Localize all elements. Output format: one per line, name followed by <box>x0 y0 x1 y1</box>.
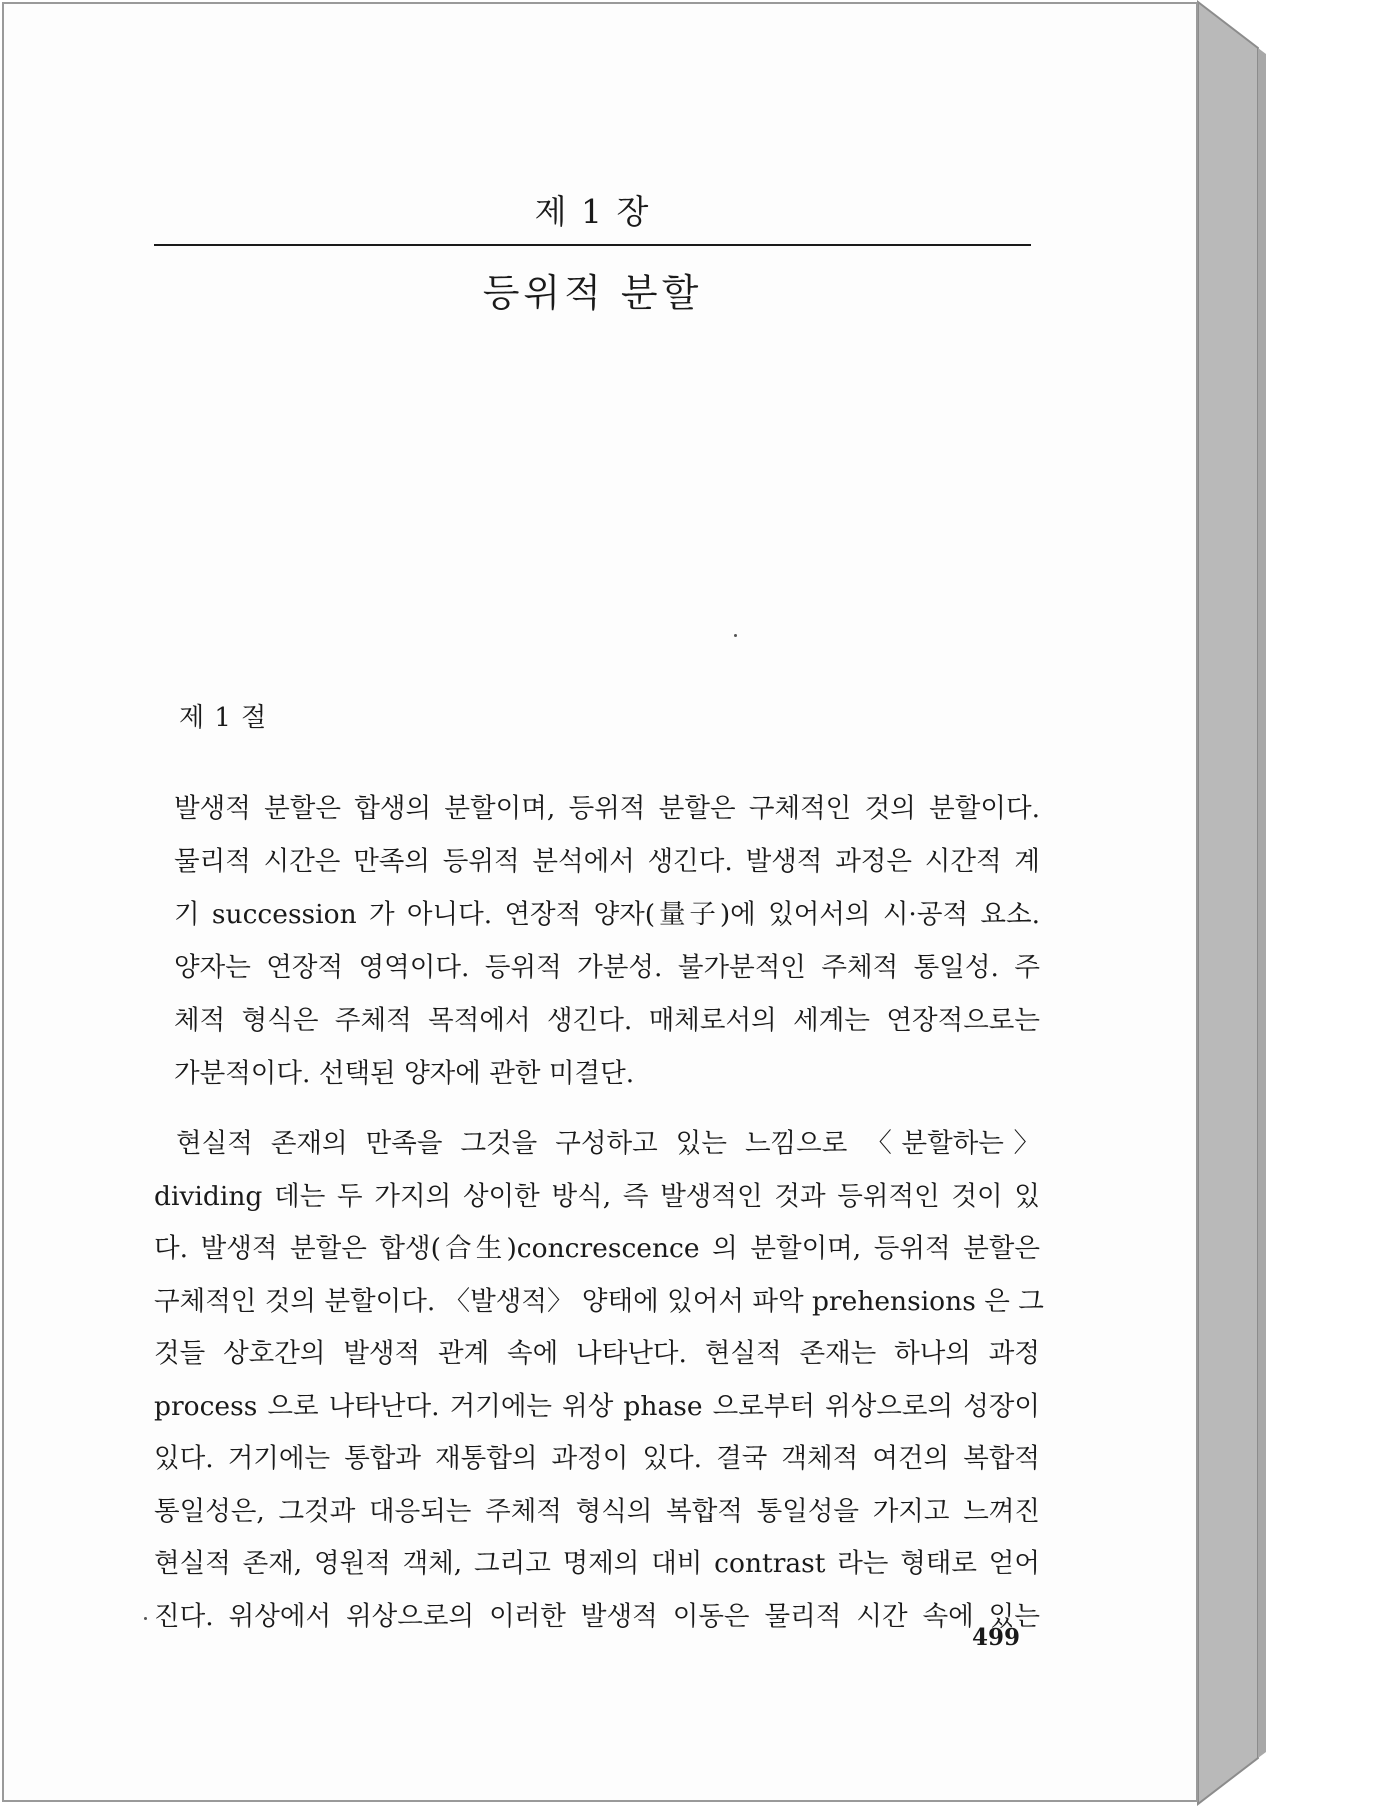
body-line: 다. 발생적 분할은 합생(合生)concrescence 의 분할이며, 등위적 분할은 <box>154 1233 1040 1264</box>
summary-line: 물리적 시간은 만족의 등위적 분석에서 생긴다. 발생적 과정은 시간적 계 <box>174 846 1040 877</box>
body-line: 통일성은, 그것과 대응되는 주체적 형식의 복합적 통일성을 가지고 느껴진 <box>154 1495 1040 1527</box>
body-line: 진다. 위상에서 위상으로의 이러한 발생적 이동은 물리적 시간 속에 있는 <box>154 1600 1040 1632</box>
summary-line: 양자는 연장적 영역이다. 등위적 가분성. 불가분적인 주체적 통일성. 주 <box>174 952 1040 983</box>
section-label: 제 1 절 <box>179 703 268 733</box>
page-number: 499 <box>972 1624 1021 1651</box>
summary-line: 가분적이다. 선택된 양자에 관한 미결단. <box>174 1058 635 1089</box>
body-line: 구체적인 것의 분할이다. 〈발생적〉 양태에 있어서 파악 prehensions 은 그 <box>154 1285 1044 1317</box>
scan-speck <box>144 1617 147 1620</box>
body-line: 현실적 존재, 영원적 객체, 그리고 명제의 대비 contrast 라는 형태로 얻어 <box>154 1548 1040 1579</box>
body-line: process 으로 나타난다. 거기에는 위상 phase 으로부터 위상으로의 성장이 <box>154 1390 1040 1422</box>
body-paragraph <box>154 1118 1044 1643</box>
chapter-divider <box>154 244 1031 246</box>
body-line: 것들 상호간의 발생적 관계 속에 나타난다. 현실적 존재는 하나의 과정 <box>154 1338 1040 1369</box>
section-summary <box>174 782 1040 1100</box>
summary-line: 발생적 분할은 합생의 분할이며, 등위적 분할은 구체적인 것의 분할이다. <box>174 793 1040 824</box>
chapter-title: 등위적 분할 <box>482 271 703 315</box>
body-line: 있다. 거기에는 통합과 재통합의 과정이 있다. 결국 객체적 여건의 복합적 <box>154 1443 1040 1474</box>
body-line: 현실적 존재의 만족을 그것을 구성하고 있는 느낌으로 〈분할하는〉 <box>176 1128 1040 1159</box>
book-page <box>2 2 1198 1802</box>
summary-line: 기 succession 가 아니다. 연장적 양자(量子)에 있어서의 시·공적 요소. <box>174 899 1040 930</box>
summary-line: 체적 형식은 주체적 목적에서 생긴다. 매체로서의 세계는 연장적으로는 <box>174 1005 1040 1036</box>
chapter-label: 제 1 장 <box>534 192 651 231</box>
scan-speck <box>734 634 737 637</box>
body-line: dividing 데는 두 가지의 상이한 방식, 즉 발생적인 것과 등위적인 것이 있 <box>154 1180 1040 1212</box>
